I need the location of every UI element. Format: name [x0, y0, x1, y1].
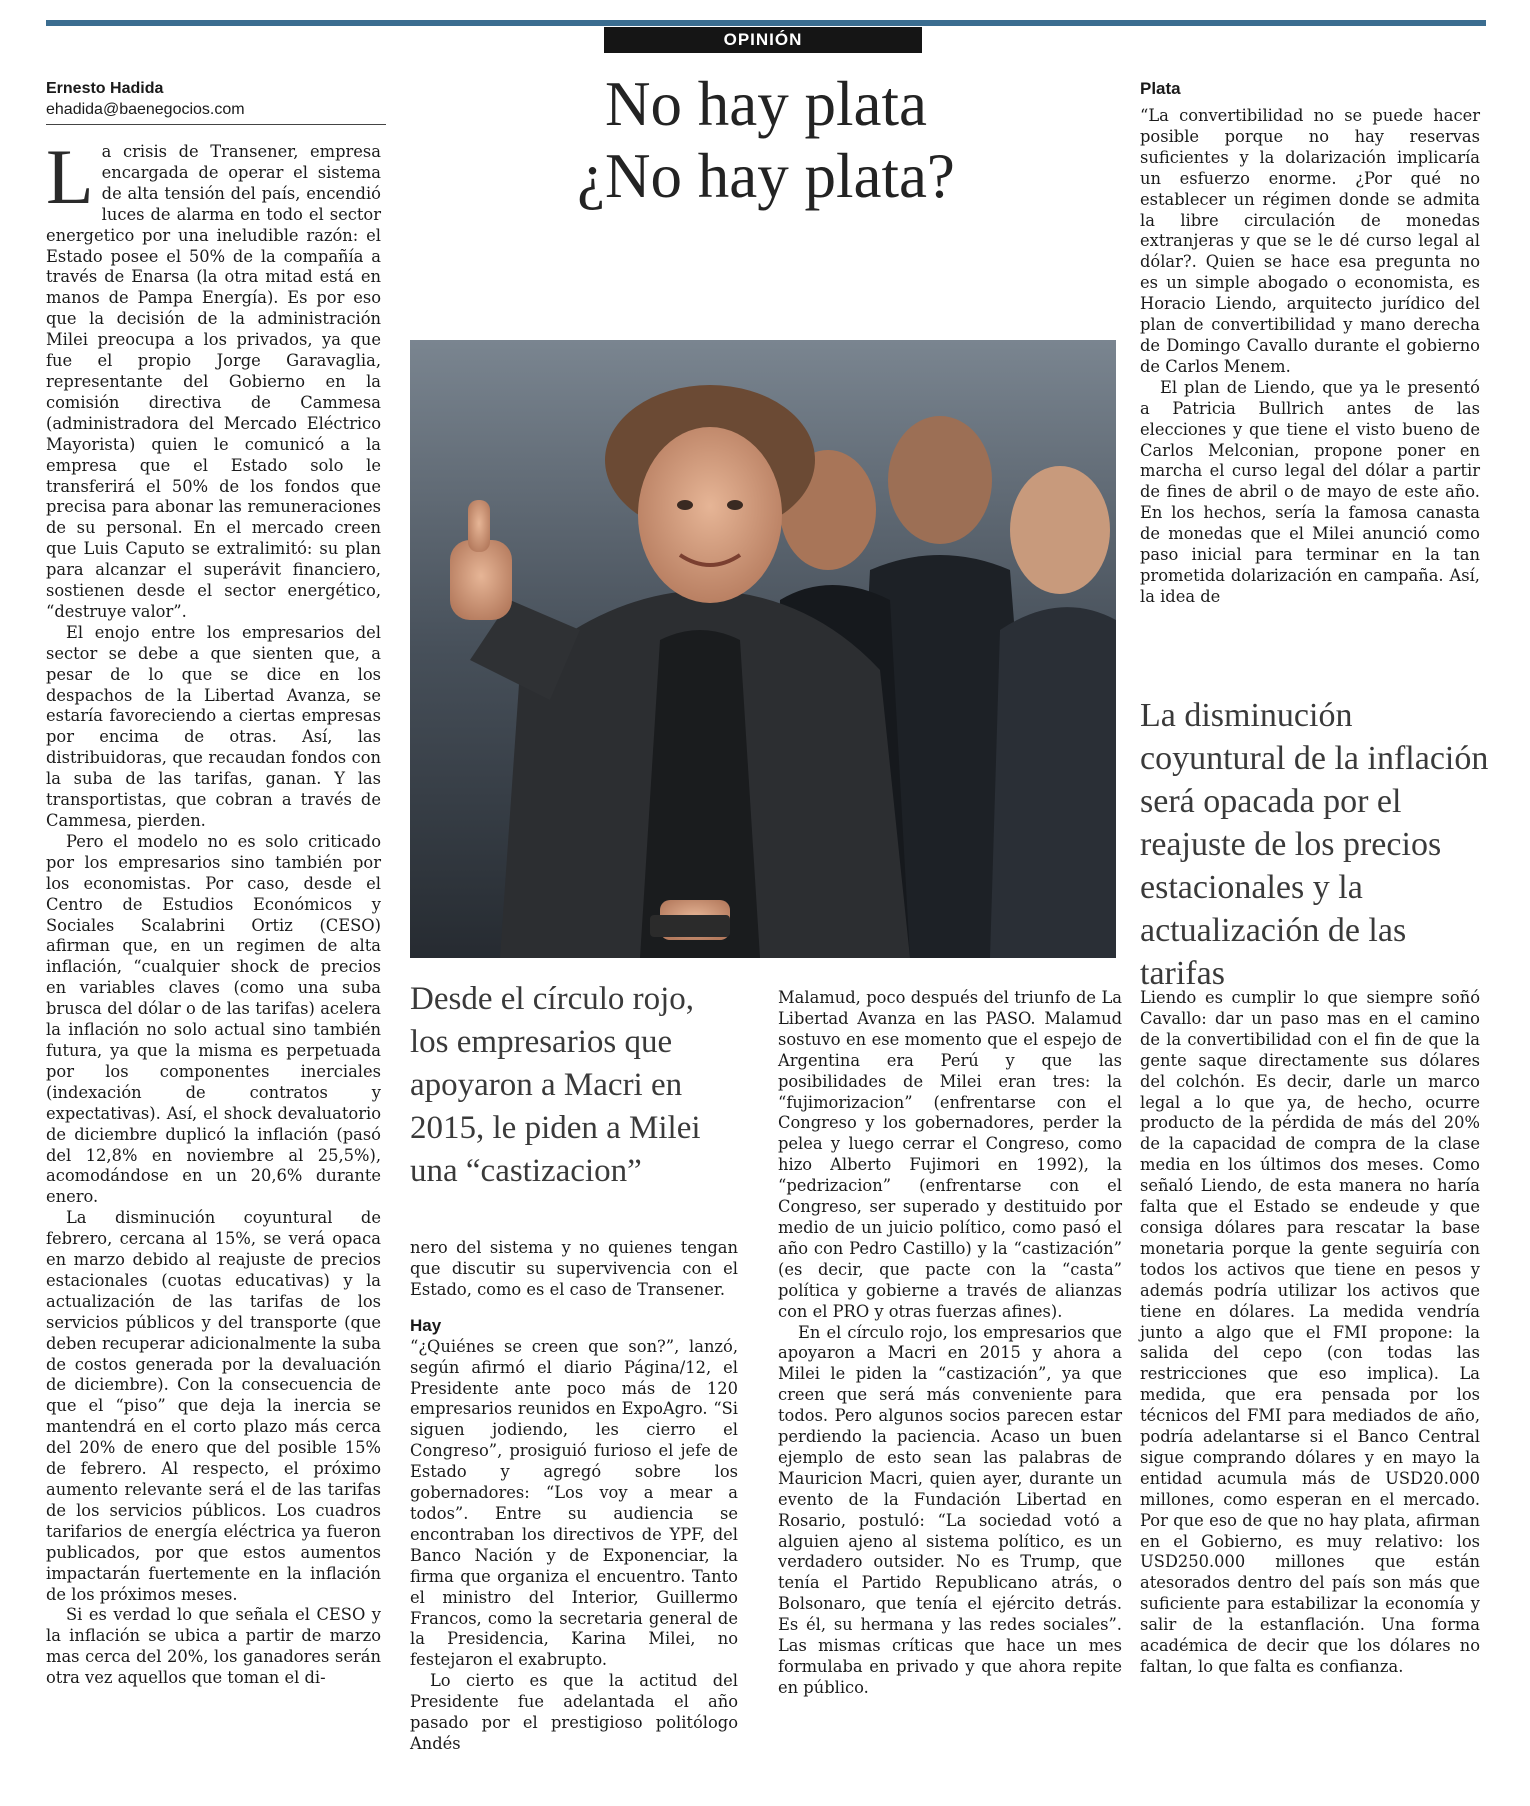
subhead-hay: Hay [410, 1315, 442, 1335]
photo-illustration [410, 340, 1116, 958]
paragraph: La disminución coyuntural de febrero, cercana al 15%, se verá opaca en marzo debido al reajuste de precios estacionales (cuotas educativas) y la actualización de las tarifas de los servicios públicos y del transporte (que deben recuperar adicionalmente la suba de costos generada por la devaluación de diciembre). Con la consecuencia de que el “piso” que deja la inercia se mantendrá en el corto plazo más cerca del 20% de enero que del posible 15% de febrero. Al respecto, el próximo aumento relevante será el de las tarifas de los servicios públicos. Los cuadros tarifarios de energía eléctrica ya fueron publicados, por que estos aumentos impactarán fuertemente en la inflación de los próximos meses. [46, 1208, 381, 1604]
section-label: OPINIÓN [604, 27, 922, 53]
paragraph: Pero el modelo no es solo criticado por los empresarios sino también por los economistas. Por caso, desde el Centro de Estudios Económicos y Sociales Scalabrini Ortiz (CESO) afirman que, en un regimen de alta inflación, “cualquier shock de precios en variables claves (como una suba brusca del dólar o de las tarifas) acelera la inflación no solo actual sino también futura, ya que la misma es perpetuada por los componentes inerciales (indexación de contratos y expectativas). Así, el shock devaluatorio de diciembre duplicó la inflación (pasó del 12,8% en noviembre al 25,5%), acomodándose en un 20,6% durante enero. [46, 831, 381, 1207]
top-accent-bar [46, 20, 1486, 26]
paragraph [46, 133, 381, 623]
headline-line-1: No hay plata [605, 69, 927, 139]
article-column-2 [410, 1238, 738, 1755]
paragraph-text: a crisis de Transener, empresa encargada de operar el sistema de alta tensión del país, encendió luces de alarma en todo el sector energetico por una ineludible razón: el Estado posee el 50% de la compañía a través de Enarsa (la otra mitad está en manos de Pampa Energía). Es por eso que la decisión de la administración Milei preocupa a los privados, ya que fue el propio Jorge Garavaglia, representante del Gobierno en la comisión directiva de Cammesa (administradora del Mercado Eléctrico Mayorista) quien le comunicó a la empresa que el Estado solo le transferirá el 50% de los fondos que precisa para abonar las remuneraciones de su personal. En el mercado creen que Luis Caputo se extralimitó: su plan para alcanzar el superávit financiero, sostienen desde el sector energético, “destruye valor”. [46, 142, 381, 621]
paragraph: “¿Quiénes se creen que son?”, lanzó, según afirmó el diario Página/12, el Presidente ante poco más de 120 empresarios reunidos en ExpoAgro. “Si siguen jodiendo, les cierro el Congreso”, prosiguió furioso el jefe de Estado y agregó sobre los gobernadores: “Los voy a mear a todos”. Entre su audiencia se encontraban los directivos de YPF, del Banco Nación y de Exponenciar, la firma que organiza el encuentro. Tanto el ministro del Interior, Guillermo Francos, como la secretaria general de la Presidencia, Karina Milei, no festejaron el exabrupto. [410, 1336, 738, 1670]
subhead-plata: Plata [1140, 79, 1181, 98]
pullquote-right: La disminución coyuntural de la inflación será opacada por el reajuste de los precios estacionales y la actualización de las tarifas [1140, 697, 1489, 992]
paragraph: En el círculo rojo, los empresarios que apoyaron a Macri en 2015 y ahora a Milei le piden la “castización”, ya que creen que será más conveniente para todos. Pero algunos socios parecen estar perdiendo la paciencia. Acaso un buen ejemplo de esto sean las palabras de Mauricion Macri, quien ayer, durante un evento de la Fundación Libertad en Rosario, postuló: “La sociedad votó a alguien ajeno al sistema político, es un verdadero outsider. No es Trump, que tenía el Partido Republicano atrás, o Bolsonaro, que tenía el ejército detrás. Es él, su hermana y las redes sociales”. Las mismas críticas que hace un mes formulaba en privado y que ahora repite en público. [778, 1322, 1122, 1697]
article-photo [410, 340, 1116, 958]
headline-line-2: ¿No hay plata? [577, 141, 955, 211]
article-column-4-bottom [1140, 988, 1480, 1678]
author-name: Ernesto Hadida [46, 80, 164, 97]
headline [486, 68, 1046, 212]
paragraph: “La convertibilidad no se puede hacer posible porque no hay reservas suficientes y la dolarización implicaría un esfuerzo enorme. ¿Por qué no establecer un régimen donde se admita la libre circulación de monedas extranjeras y que se le dé curso legal al dólar?. Quien se hace esa pregunta no es un simple abogado o economista, es Horacio Liendo, arquitecto jurídico del plan de convertibilidad y mano derecha de Domingo Cavallo durante el gobierno de Carlos Menem. [1140, 106, 1480, 376]
article-column-1 [46, 133, 381, 1689]
author-byline [46, 78, 386, 125]
article-column-4-top [1140, 106, 1480, 608]
pullquote-left: Desde el círculo rojo, los empresarios que apoyaron a Macri en 2015, le piden a Milei una “castizacion” [410, 981, 701, 1189]
paragraph: El enojo entre los empresarios del sector se debe a que sienten que, a pesar de lo que se dice en los despachos de la Libertad Avanza, se estaría favoreciendo a ciertas empresas por encima de otras. Así, las distribuidoras, que recaudan fondos con la suba de las tarifas, ganan. Y las transportistas, que cobran a través de Cammesa, pierden. [46, 622, 381, 830]
paragraph: Malamud, poco después del triunfo de La Libertad Avanza en las PASO. Malamud sostuvo en ese momento que el espejo de Argentina era Perú y que las posibilidades de Milei eran tres: la “fujimorizacion” (enfrentarse con el Congreso y los gobernadores, perder la pelea y luego cerrar el Congreso, como hizo Alberto Fujimori en 1992), la “pedrizacion” (enfrentarse con el Congreso, ser superado y destituido por medio de un juicio político, como pasó el año con Pedro Castillo) y la “castización” (es decir, que pacte con la “casta” política y gobierne a través de alianzas con el PRO y otras fuerzas afines). [778, 988, 1122, 1321]
dropcap: L [46, 133, 94, 220]
paragraph: Lo cierto es que la actitud del Presidente fue adelantada el año pasado por el prestigioso politólogo Andés [410, 1671, 738, 1753]
author-email[interactable]: ehadida@baenegocios.com [46, 99, 386, 125]
paragraph: Liendo es cumplir lo que siempre soñó Cavallo: dar un paso mas en el camino de la convertibilidad con el fin de que la gente saque directamente sus dólares del colchón. Es decir, darle un marco legal a lo que ya, de hecho, ocurre producto de la pérdida de más del 20% de la capacidad de compra de la clase media en los últimos dos meses. Como señaló Liendo, de esta manera no haría falta que el Estado se endeude y que consiga dólares para rescatar la base monetaria porque la gente seguiría con todos los activos que tiene en pesos y además podría utilizar los activos que tiene en dólares. La medida vendría junto a algo que el FMI propone: la salida del cepo (con todas las restricciones que eso implica). La medida, que era pensada por los técnicos del FMI para mediados de año, podría adelantarse si el Banco Central sigue comprando dólares y en mayo la entidad acumula más de USD20.000 millones, como esperan en el mercado. Por que eso de que no hay plata, afirman en el Gobierno, es muy relativo: los USD250.000 millones que están atesorados dentro del país son más que suficiente para estabilizar la economía y salir de la estanflación. Una forma académica de decir que los dólares no faltan, lo que falta es confianza. [1140, 988, 1480, 1676]
paragraph: Si es verdad lo que señala el CESO y la inflación se ubica a partir de marzo mas cerca del 20%, los ganadores serán otra vez aquellos que toman el di- [46, 1605, 381, 1688]
paragraph: nero del sistema y no quienes tengan que discutir su supervivencia con el Estado, como es el caso de Transener. [410, 1238, 738, 1299]
paragraph: El plan de Liendo, que ya le presentó a Patricia Bullrich antes de las elecciones y que tiene el visto bueno de Carlos Melconian, propone poner en marcha el curso legal del dólar a partir de fines de abril o de mayo de este año. En los hechos, sería la famosa canasta de monedas que el Milei anunció como paso inicial para terminar en la tan prometida dolarización en campaña. Así, la idea de [1140, 377, 1480, 606]
article-column-3 [778, 988, 1122, 1699]
